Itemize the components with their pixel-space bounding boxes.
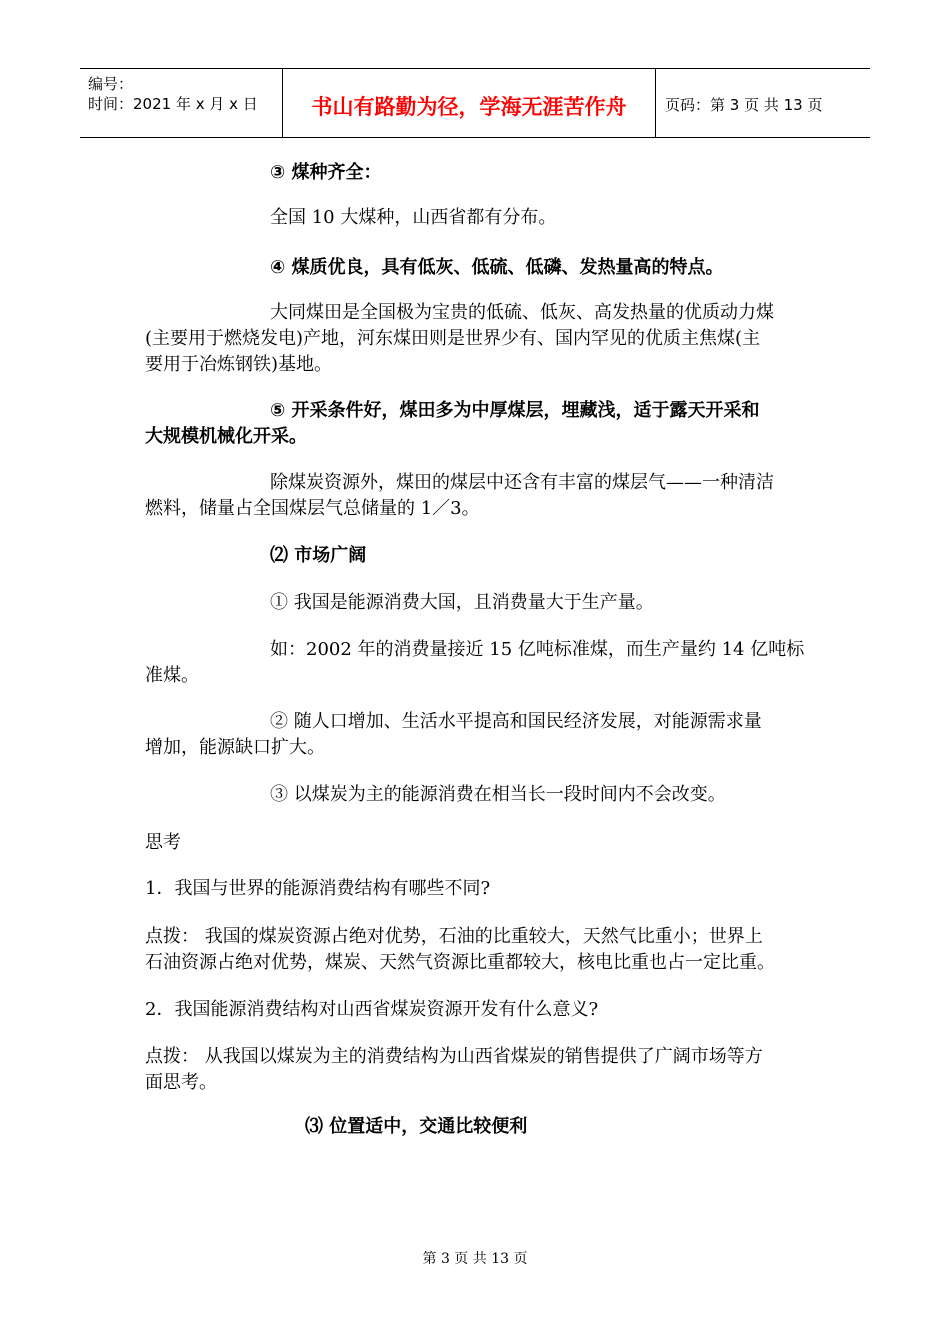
heading-coal-quality: ④ 煤质优良，具有低灰、低硫、低磷、发热量高的特点。 [270, 257, 724, 278]
paragraph-line: ① 我国是能源消费大国，且消费量大于生产量。 [270, 592, 654, 613]
page-header [80, 68, 870, 138]
header-page-info: 页码：第 3 页 共 13 页 [665, 96, 823, 114]
paragraph-line: 大同煤田是全国极为宝贵的低硫、低灰、高发热量的优质动力煤 [270, 302, 774, 323]
paragraph-line: 要用于冶炼钢铁)基地。 [145, 354, 333, 375]
motto-text: 书山有路勤为径，学海无涯苦作舟 [311, 95, 627, 119]
think-heading: 思考 [145, 832, 181, 853]
hint-2-cont: 面思考。 [145, 1072, 217, 1093]
heading-coal-types: ③ 煤种齐全： [270, 162, 382, 183]
paragraph-line: ③ 以煤炭为主的能源消费在相当长一段时间内不会改变。 [270, 784, 726, 805]
header-page-cell [655, 69, 870, 137]
paragraph-line: 全国 10 大煤种，山西省都有分布。 [270, 207, 557, 228]
hint-2: 点拨： 从我国以煤炭为主的消费结构为山西省煤炭的销售提供了广阔市场等方 [145, 1046, 763, 1067]
paragraph-line: (主要用于燃烧发电)产地，河东煤田则是世界少有、国内罕见的优质主焦煤(主 [145, 328, 761, 349]
question-2: 2．我国能源消费结构对山西省煤炭资源开发有什么意义? [145, 999, 599, 1020]
header-motto-cell [282, 69, 656, 137]
hint-1-cont: 石油资源占绝对优势，煤炭、天然气资源比重都较大，核电比重也占一定比重。 [145, 952, 775, 973]
paragraph-line: 除煤炭资源外，煤田的煤层中还含有丰富的煤层气——一种清洁 [270, 472, 774, 493]
heading-location: ⑶ 位置适中，交通比较便利 [305, 1116, 528, 1137]
heading-market: ⑵ 市场广阔 [270, 545, 367, 566]
paragraph-line: 如：2002 年的消费量接近 15 亿吨标准煤，而生产量约 14 亿吨标 [270, 639, 805, 660]
heading-mining-conditions: ⑤ 开采条件好，煤田多为中厚煤层，埋藏浅，适于露天开采和 [270, 400, 760, 421]
page-footer: 第 3 页 共 13 页 [422, 1251, 528, 1267]
paragraph-line: ② 随人口增加、生活水平提高和国民经济发展，对能源需求量 [270, 711, 762, 732]
header-left-cell [80, 69, 282, 137]
hint-1: 点拨： 我国的煤炭资源占绝对优势，石油的比重较大，天然气比重小；世界上 [145, 926, 763, 947]
serial-label: 编号： [88, 75, 134, 93]
paragraph-line: 燃料，储量占全国煤层气总储量的 1／3。 [145, 498, 480, 519]
heading-mining-conditions-cont: 大规模机械化开采。 [145, 426, 307, 447]
question-1: 1．我国与世界的能源消费结构有哪些不同? [145, 878, 491, 899]
paragraph-line: 增加，能源缺口扩大。 [145, 737, 325, 758]
time-label: 时间：2021 年 x 月 x 日 [88, 95, 258, 113]
paragraph-line: 准煤。 [145, 665, 199, 686]
